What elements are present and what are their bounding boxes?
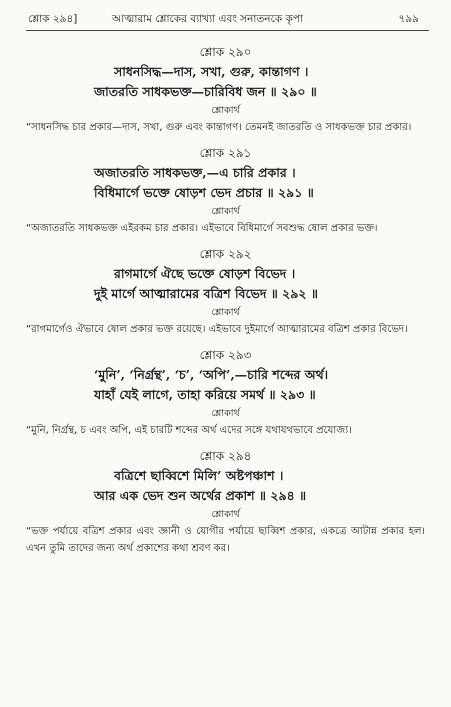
verse-line-2: আর এক ভেদ শুন অর্থের প্রকাশ ॥ ২৯৪ ॥ xyxy=(94,488,307,503)
verse-section-292 xyxy=(22,245,429,338)
translation-text: “ভক্ত পর্যায়ে বত্রিশ প্রকার এবং জ্ঞানী ও যোগীর পর্যায়ে ছাব্বিশ প্রকার, একত্রে আটান্ন প্রকার হল। এখন তুমি তাদের জন্য অর্থ প্রকাশের কথা শ্রবণ কর। xyxy=(26,526,425,554)
verse-line-2: জাতরতি সাধকভক্ত—চারিবিধ জন ॥ ২৯০ ॥ xyxy=(94,84,317,99)
translation-text: “অজাতরতি সাধকভক্ত এইরকম চার প্রকার। এইভাবে বিধিমার্গে সবশুদ্ধ ষোল প্রকার ভক্ত। xyxy=(26,223,378,234)
translation-label: শ্লোকার্থ xyxy=(211,307,240,318)
verse-line-2: যাহাঁ যেই লাগে, তাহা করিয়ে সমর্থ ॥ ২৯৩ ॥ xyxy=(94,387,316,402)
verse-title: শ্লোক ২৯২ xyxy=(199,247,252,261)
verse-title: শ্লোক ২৯০ xyxy=(199,45,252,59)
running-header xyxy=(22,8,429,30)
verse-line-1: বত্রিশে ছাব্বিশে মিলি’ অষ্টপঞ্চাশ । xyxy=(114,468,284,483)
header-chapter-title: আত্মারাম শ্লোকের ব্যাখ্যা এবং সনাতনকে কৃপা xyxy=(112,13,303,25)
header-page-number: ৭৯৯ xyxy=(398,13,419,25)
verse-line-2: দুই মার্গে আত্মারামের বত্রিশ বিভেদ ॥ ২৯২ ॥ xyxy=(94,286,318,301)
verse-line-1: অজাতরতি সাধকভক্ত,—এ চারি প্রকার । xyxy=(94,165,296,180)
translation-label: শ্লোকার্থ xyxy=(211,206,240,217)
translation-label: শ্লোকার্থ xyxy=(211,105,240,116)
verse-line-1: সাধনসিদ্ধ—দাস, সখা, গুরু, কান্তাগণ । xyxy=(114,64,309,79)
header-verse-ref: শ্লোক ২৯৪] xyxy=(28,13,78,25)
verse-section-293 xyxy=(22,346,429,439)
verse-section-294 xyxy=(22,447,429,557)
verse-title: শ্লোক ২৯১ xyxy=(199,146,252,160)
verse-section-291 xyxy=(22,144,429,237)
translation-text: “রাগমার্গেও ঐভাবে ষোল প্রকার ভক্ত রয়েছে। এইভাবে দুইমার্গে আত্মারামের বত্রিশ প্রকার বিভেদ। xyxy=(26,324,408,335)
header-divider xyxy=(26,30,429,31)
verse-title: শ্লোক ২৯৩ xyxy=(199,348,252,362)
verse-line-1: রাগমার্গে ঐছে ভক্তে ষোড়শ বিভেদ । xyxy=(114,266,296,281)
verse-line-1: ‘মুনি’, ‘নির্গ্রন্থ’, ‘চ’, ‘অপি’,—চারি শব্দের অর্থ। xyxy=(94,367,329,382)
verse-section-290 xyxy=(22,43,429,136)
translation-label: শ্লোকার্থ xyxy=(211,509,240,520)
translation-text: “সাধনসিদ্ধ চার প্রকার—দাস, সখা, গুরু এবং কান্তাগণ। তেমনই জাতরতি ও সাধকভক্ত চার প্রকার। xyxy=(26,122,412,133)
translation-label: শ্লোকার্থ xyxy=(211,408,240,419)
verse-line-2: বিধিমার্গে ভক্তে ষোড়শ ভেদ প্রচার ॥ ২৯১ ॥ xyxy=(94,185,314,200)
verse-title: শ্লোক ২৯৪ xyxy=(199,449,252,463)
translation-text: “মুনি, নির্গ্রন্থ, চ এবং অপি, এই চারটি শব্দের অর্থ এদের সঙ্গে যথাযথভাবে প্রযোজ্য। xyxy=(26,425,352,436)
